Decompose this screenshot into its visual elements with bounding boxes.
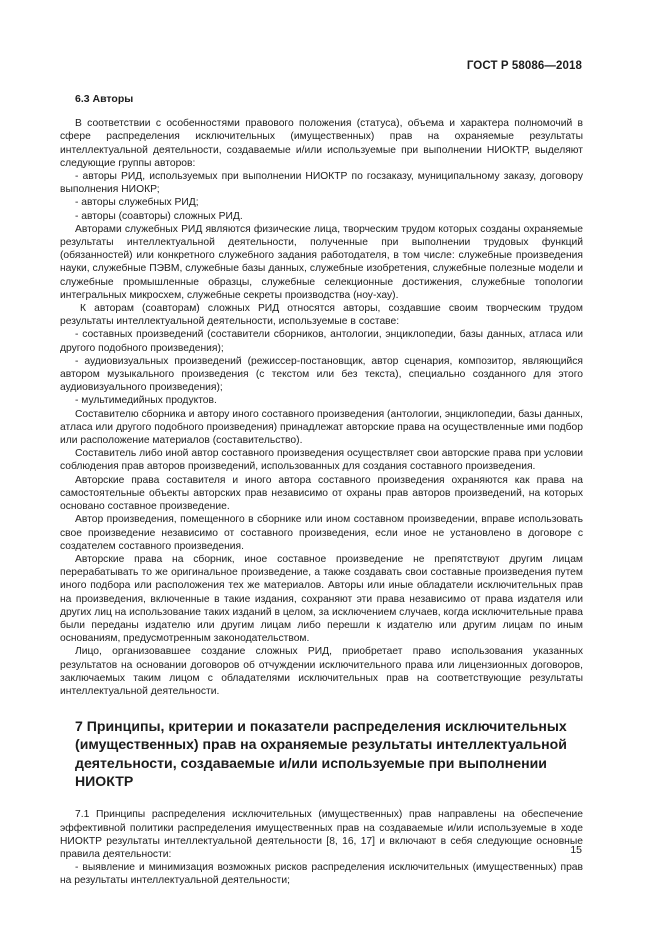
list-item: - авторы РИД, используемых при выполнении НИОКТР по госзаказу, муниципальному заказу, договору выполнения НИОКР;: [60, 171, 583, 196]
list-item: - мультимедийных продуктов.: [75, 395, 217, 407]
paragraph: Авторские права составителя и иного автора составного произведения охраняются как права на самостоятельные объекты авторских прав независимо от охраны прав авторов произведений, на которых основано составное произведение.: [60, 474, 583, 513]
list-item: - авторы (соавторы) сложных РИД.: [75, 210, 243, 222]
paragraph: Авторские права на сборник, иное составное произведение не препятствуют другим лицам перерабатывать то же оригинальное произведение, а также создавать свои составные произведения путем иного подбора или расположения тех же материалов. Авторы или иные обладатели исключительных прав на произведения, включенные в такие издания, сохраняют эти права независимо от права издателя или других лиц на использование таких изданий в целом, за исключением случаев, когда исключительные права были переданы издателю или другим лицам либо перешли к издателю или другим лицам по иным основаниям, предусмотренным законодательством.: [60, 553, 584, 645]
paragraph: Составителю сборника и автору иного составного произведения (антологии, энциклопедии, базы данных, атласа или другого подобного произведения) принадлежат авторские права на осуществленные ими подбор или расположение материалов (составительство).: [60, 408, 583, 447]
page-number: 15: [570, 844, 582, 856]
list-item: - составных произведений (составители сборников, антологии, энциклопедии, базы данных, атласа или другого подобного произведения);: [60, 329, 583, 354]
paragraph: 7.1 Принципы распределения исключительных (имущественных) прав направлены на обеспечение эффективной политики распределения имущественных прав на создаваемые и/или используемые в ходе НИОКТР результаты интеллектуальной деятельности [8, 16, 17] и включают в себя следующие основные правила деятельности:: [60, 809, 583, 860]
section-title: 7 Принципы, критерии и показатели распределения исключительных (имущественных) прав на охраняемые результаты интеллектуальной деятельности, создаваемые и/или используемые при выполнении НИОКТР: [75, 718, 567, 790]
subsection-title: 6.3 Авторы: [75, 93, 134, 105]
paragraph: В соответствии с особенностями правового положения (статуса), объема и характера полномочий в сфере распределения исключительных (имущественных) прав на охраняемые результаты интеллектуальной деятельности, создаваемые и/или используемые при выполнении НИОКТР, выделяют следующие группы авторов:: [60, 118, 583, 169]
paragraph: Составитель либо иной автор составного произведения осуществляет свои авторские права при условии соблюдения прав авторов произведений, использованных для создания составного произведения.: [60, 448, 583, 473]
document-code: ГОСТ Р 58086—2018: [466, 60, 582, 72]
list-item: - авторы служебных РИД;: [75, 197, 199, 209]
list-item: - выявление и минимизация возможных рисков распределения исключительных (имущественных) прав на результаты интеллектуальной деятельности;: [60, 862, 583, 887]
paragraph: Авторами служебных РИД являются физические лица, творческим трудом которых созданы охраняемые результаты интеллектуальной деятельности, полученные при выполнении трудовых функций (обязанностей) или конкретного служебного задания работодателя, в том числе: служебные произведения науки, служебные ПЭВМ, служебные базы данных, служебные изобретения, служебные полезные модели и служебные промышленные образцы, служебные селекционные достижения, служебные топологии интегральных микросхем, служебные секреты производства (ноу-хау).: [60, 223, 583, 301]
page-body: [60, 93, 583, 888]
paragraph: Автор произведения, помещенного в сборнике или ином составном произведении, вправе использовать свое произведение независимо от составного произведения, если иное не установлено в договоре с создателем составного произведения.: [60, 514, 583, 552]
list-item: - аудиовизуальных произведений (режиссер-постановщик, автор сценария, композитор, являющийся автором музыкального произведения (с текстом или без текста), специально созданного для этого аудиовизуального произведения);: [60, 355, 583, 394]
paragraph: К авторам (соавторам) сложных РИД относятся авторы, создавшие своим творческим трудом результаты интеллектуальной деятельности, используемые в составе:: [60, 303, 583, 328]
paragraph: Лицо, организовавшее создание сложных РИД, приобретает право использования указанных результатов на основании договоров об отчуждении исключительного права или лицензионных договоров, заключаемых таким лицом с обладателями исключительных прав на соответствующие результаты интеллектуальной деятельности.: [60, 646, 583, 697]
